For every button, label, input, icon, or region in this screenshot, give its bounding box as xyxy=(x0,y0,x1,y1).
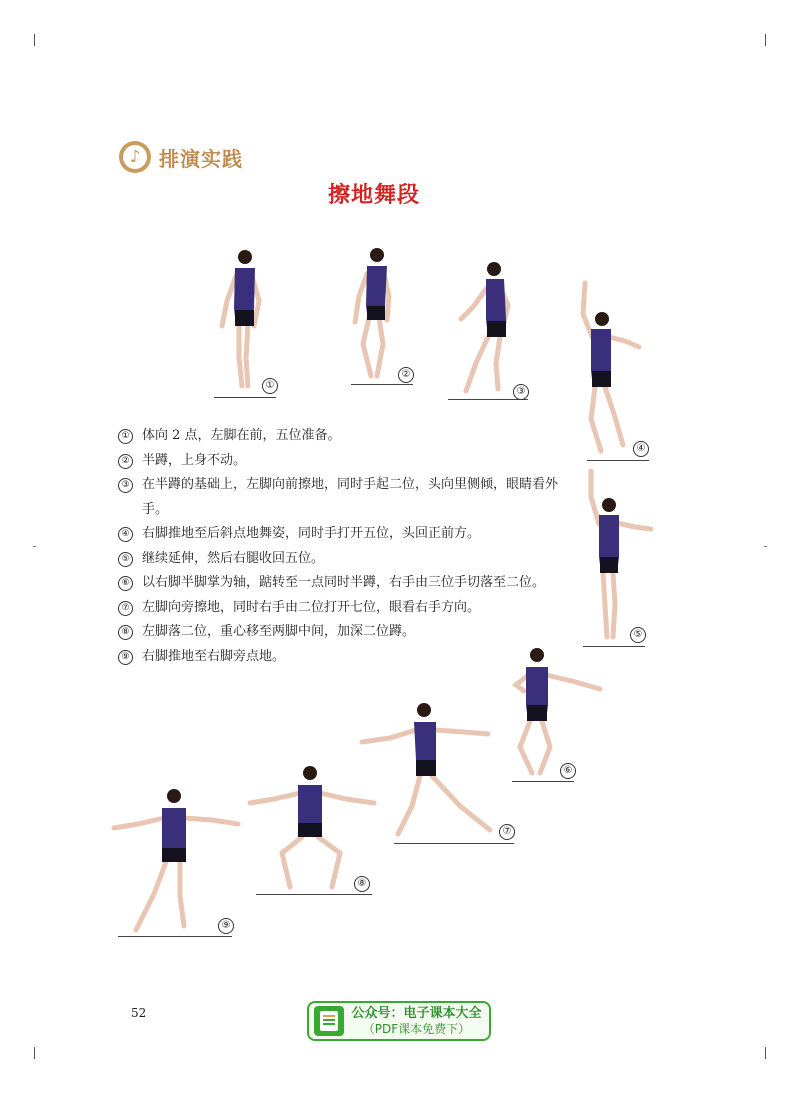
step-text: 左脚向旁擦地，同时右手由二位打开七位，眼看右手方向。 xyxy=(142,599,481,615)
step-number: ⑤ xyxy=(118,552,133,567)
list-item xyxy=(118,645,568,670)
dancer-illustration xyxy=(448,259,533,403)
dancer-figure-4 xyxy=(573,279,653,463)
floor-line xyxy=(448,399,528,400)
figure-number: ⑧ xyxy=(354,876,370,892)
step-number: ⑨ xyxy=(118,650,133,665)
list-item xyxy=(118,522,568,547)
floor-line xyxy=(512,781,574,782)
section-label: 排演实践 xyxy=(159,146,243,171)
dancer-figure-7 xyxy=(360,702,515,846)
step-number: ⑥ xyxy=(118,576,133,591)
figure-number: ⑥ xyxy=(560,763,576,779)
registration-mark xyxy=(33,546,36,547)
floor-line xyxy=(214,397,276,398)
dancer-figure-3 xyxy=(448,259,533,403)
floor-line xyxy=(394,843,514,844)
page-title: 擦地舞段 xyxy=(327,182,420,208)
list-item xyxy=(118,620,568,645)
step-text: 以右脚半脚掌为轴，踮转至一点同时半蹲，右手由三位手切落至二位。 xyxy=(142,575,546,590)
figure-number: ⑨ xyxy=(218,918,234,934)
dancer-illustration xyxy=(360,702,515,846)
crop-mark xyxy=(765,1047,766,1059)
dancer-figure-2 xyxy=(351,244,431,386)
step-text: 右脚推地至后斜点地舞姿，同时手打开五位，头回正前方。 xyxy=(142,526,481,541)
floor-line xyxy=(351,384,413,385)
list-item xyxy=(118,424,568,449)
figure-number: ⑦ xyxy=(499,824,515,840)
dancer-illustration xyxy=(214,246,294,402)
step-number: ④ xyxy=(118,527,133,542)
step-number: ① xyxy=(118,429,133,444)
step-number: ⑧ xyxy=(118,625,133,640)
floor-line xyxy=(256,894,372,895)
registration-mark xyxy=(764,546,767,547)
dancer-figure-8 xyxy=(248,763,378,897)
figure-number: ② xyxy=(398,367,414,383)
list-item xyxy=(118,596,568,621)
section-header xyxy=(119,141,243,173)
dancer-illustration xyxy=(573,279,653,463)
step-text: 继续延伸，然后右腿收回五位。 xyxy=(142,550,325,566)
figure-number: ④ xyxy=(633,441,649,457)
music-note-icon: ♪ xyxy=(119,141,151,173)
step-number: ② xyxy=(118,454,133,469)
book-qr-icon xyxy=(314,1006,344,1036)
step-text: 左脚落二位，重心移至两脚中间，加深二位蹲。 xyxy=(142,624,416,639)
list-item xyxy=(118,473,568,522)
figure-number: ③ xyxy=(513,384,529,400)
list-item xyxy=(118,449,568,474)
promo-banner[interactable] xyxy=(307,1001,491,1041)
floor-line xyxy=(587,460,649,461)
dancer-illustration xyxy=(110,786,240,940)
list-item xyxy=(118,547,568,572)
dancer-figure-5 xyxy=(583,469,663,649)
crop-mark xyxy=(34,34,35,46)
step-number: ⑦ xyxy=(118,601,133,616)
step-number: ③ xyxy=(118,478,133,493)
step-text: 体向 2 点，左脚在前，五位准备。 xyxy=(142,428,341,443)
figure-number: ① xyxy=(262,378,278,394)
dancer-illustration xyxy=(351,244,431,386)
step-text: 在半蹲的基础上，左脚向前擦地，同时手起二位，头向里侧倾，眼睛看外手。 xyxy=(142,477,559,517)
dancer-figure-1 xyxy=(214,246,294,402)
page-number: 52 xyxy=(131,1006,147,1020)
figure-number: ⑤ xyxy=(630,627,646,643)
promo-line-2: （PDF课本免费下） xyxy=(362,1021,471,1036)
step-list xyxy=(118,424,568,669)
dancer-illustration xyxy=(583,469,663,649)
step-text: 右脚推地至右脚旁点地。 xyxy=(142,648,286,664)
crop-mark xyxy=(765,34,766,46)
step-text: 半蹲，上身不动。 xyxy=(142,452,247,468)
list-item xyxy=(118,571,568,596)
crop-mark xyxy=(34,1047,35,1059)
floor-line xyxy=(118,936,232,937)
dancer-figure-9 xyxy=(110,786,240,940)
promo-line-1: 公众号：电子课本大全 xyxy=(351,1005,482,1021)
